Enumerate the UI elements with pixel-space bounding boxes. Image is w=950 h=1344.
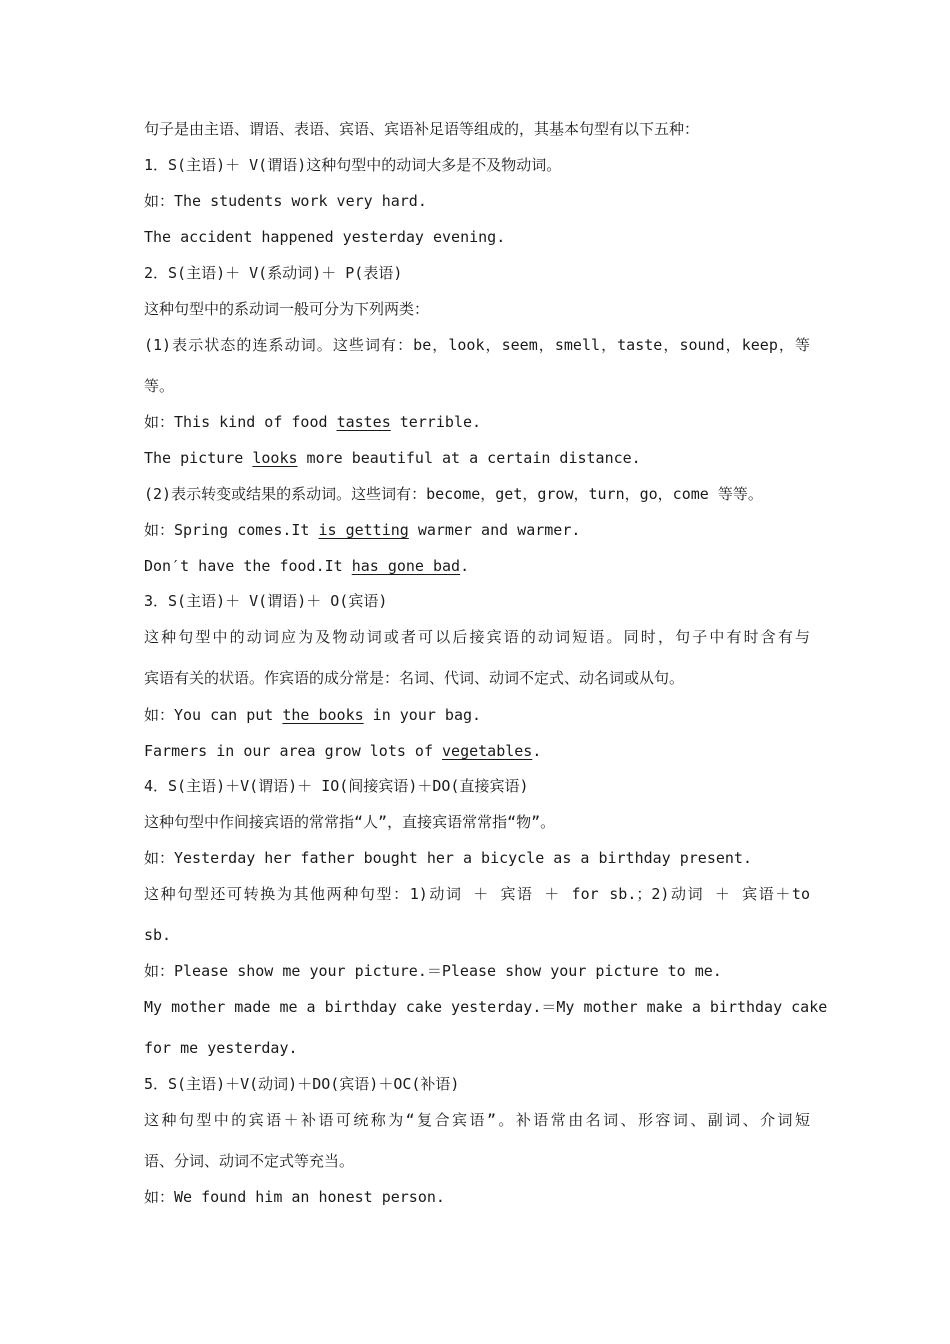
body-line: (1)表示状态的连系动词。这些词有：be，look，seem，smell，taste，sound，keep，等 xyxy=(144,336,810,354)
body-line: 这种句型中的动词应为及物动词或者可以后接宾语的动词短语。同时，句子中有时含有与 xyxy=(144,628,810,646)
example-line: 如：Please show me your picture.＝Please show your picture to me. xyxy=(144,962,722,980)
body-line: 这种句型中作间接宾语的常常指“人”，直接宾语常常指“物”。 xyxy=(144,813,556,831)
example-line: 如：You can put the books in your bag. xyxy=(144,706,482,724)
body-line: 这种句型中的宾语＋补语可统称为“复合宾语”。补语常由名词、形容词、副词、介词短 xyxy=(144,1111,810,1129)
body-line: (2)表示转变或结果的系动词。这些词有：become，get，grow，turn，go，come 等等。 xyxy=(144,485,763,503)
underlined-word: has gone bad xyxy=(351,557,461,575)
pattern-5-heading: 5．S(主语)＋V(动词)＋DO(宾语)＋OC(补语) xyxy=(144,1075,460,1093)
example-line: Farmers in our area grow lots of vegetables. xyxy=(144,742,542,760)
pattern-2-heading: 2．S(主语)＋ V(系动词)＋ P(表语) xyxy=(144,264,403,282)
body-line: 这种句型中的系动词一般可分为下列两类： xyxy=(144,300,430,318)
underlined-word: the books xyxy=(282,706,364,724)
body-line: sb. xyxy=(144,926,172,944)
example-line: The accident happened yesterday evening. xyxy=(144,228,506,246)
example-line: 如：The students work very hard. xyxy=(144,192,427,210)
underlined-word: vegetables xyxy=(442,742,533,760)
example-line: 如：Spring comes.It is getting warmer and warmer. xyxy=(144,521,581,539)
body-line: 语、分词、动词不定式等充当。 xyxy=(144,1152,355,1170)
body-line: 等。 xyxy=(144,377,175,395)
pattern-4-heading: 4．S(主语)＋V(谓语)＋ IO(间接宾语)＋DO(直接宾语) xyxy=(144,777,529,795)
example-line: 如：Yesterday her father bought her a bicycle as a birthday present. xyxy=(144,849,752,867)
pattern-3-heading: 3．S(主语)＋ V(谓语)＋ O(宾语) xyxy=(144,592,388,610)
body-line: 这种句型还可转换为其他两种句型：1)动词 ＋ 宾语 ＋ for sb.；2)动词 ＋ 宾语＋to xyxy=(144,885,810,903)
example-line: 如：This kind of food tastes terrible. xyxy=(144,413,482,431)
pattern-1-heading: 1．S(主语)＋ V(谓语)这种句型中的动词大多是不及物动词。 xyxy=(144,156,562,174)
body-line: 宾语有关的状语。作宾语的成分常是：名词、代词、动词不定式、动名词或从句。 xyxy=(144,669,685,687)
example-line: for me yesterday. xyxy=(144,1039,298,1057)
example-line: My mother made me a birthday cake yesterday.＝My mother make a birthday cake xyxy=(144,998,828,1016)
example-line: Don′t have the food.It has gone bad. xyxy=(144,557,470,575)
example-line: 如：We found him an honest person. xyxy=(144,1188,445,1206)
example-line: The picture looks more beautiful at a certain distance. xyxy=(144,449,641,467)
underlined-word: is getting xyxy=(318,521,409,539)
underlined-word: looks xyxy=(252,449,298,467)
underlined-word: tastes xyxy=(336,413,391,431)
intro-line: 句子是由主语、谓语、表语、宾语、宾语补足语等组成的，其基本句型有以下五种： xyxy=(144,120,700,138)
